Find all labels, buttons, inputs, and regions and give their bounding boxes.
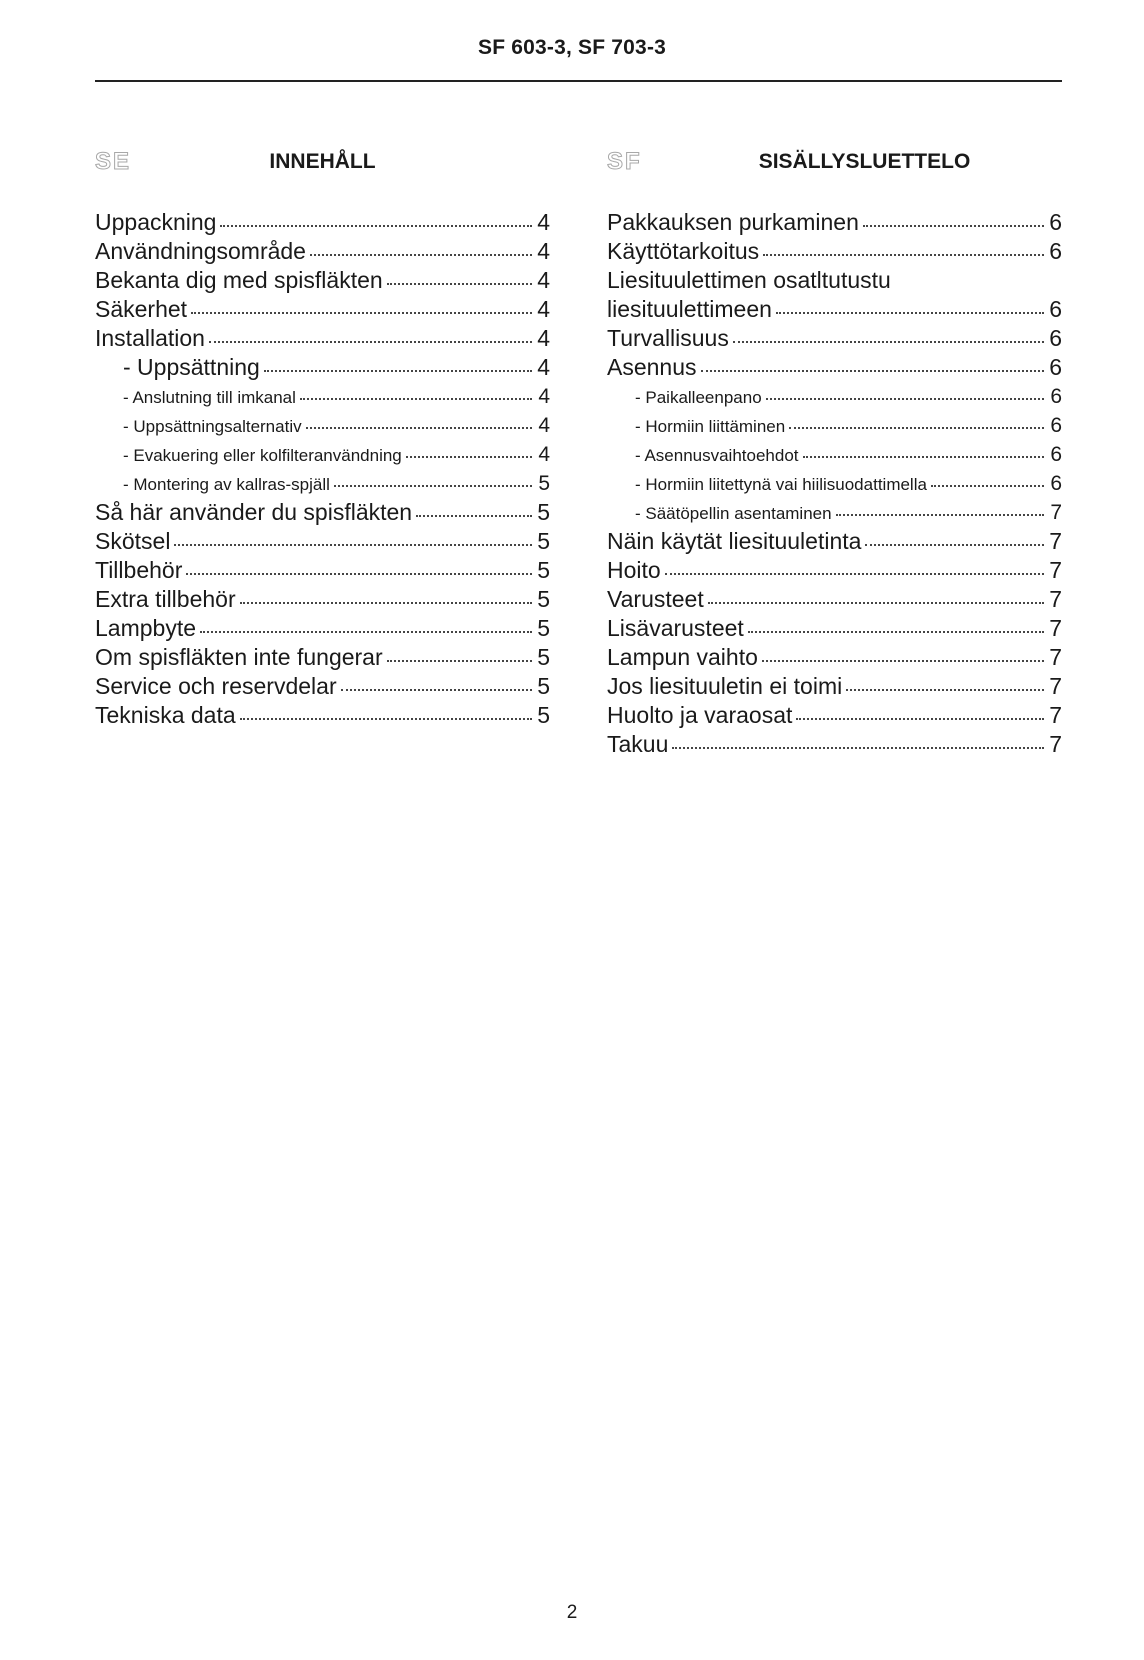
- toc-entry-page: 6: [1050, 385, 1062, 408]
- toc-entry: [95, 353, 550, 382]
- toc-entry-page: 5: [538, 472, 550, 495]
- toc-entry-page: 5: [537, 586, 550, 612]
- toc-entry: [95, 237, 550, 266]
- toc-swedish-list: [95, 208, 550, 730]
- dot-leader: [748, 631, 1044, 633]
- toc-entry-page: 5: [537, 673, 550, 699]
- dot-leader: [310, 254, 532, 256]
- toc-swedish-header: [95, 148, 550, 208]
- dot-leader: [796, 718, 1044, 720]
- dot-leader: [789, 427, 1044, 429]
- toc-entry-title: Skötsel: [95, 528, 171, 554]
- toc-entry-page: 7: [1049, 644, 1062, 670]
- toc-entry: [607, 527, 1062, 556]
- language-code-se: SE: [95, 148, 132, 175]
- toc-entry: [607, 353, 1062, 382]
- toc-entry-title: - Hormiin liittäminen: [635, 417, 786, 436]
- dot-leader: [240, 602, 532, 604]
- toc-entry-page: 6: [1050, 472, 1062, 495]
- toc-entry-title: - Montering av kallras-spjäll: [123, 475, 330, 494]
- dot-leader: [240, 718, 532, 720]
- toc-entry-title: Om spisfläkten inte fungerar: [95, 644, 383, 670]
- toc-entry-title: Installation: [95, 325, 205, 351]
- dot-leader: [306, 427, 532, 429]
- toc-entry-title: - Anslutning till imkanal: [123, 388, 296, 407]
- dot-leader: [776, 312, 1044, 314]
- toc-entry-title: Huolto ja varaosat: [607, 702, 793, 728]
- toc-entry: [95, 498, 550, 527]
- toc-swedish-heading: INNEHÅLL: [269, 150, 376, 173]
- toc-entry: [95, 585, 550, 614]
- dot-leader: [766, 398, 1044, 400]
- toc-entry-title: - Uppsättning: [123, 354, 260, 380]
- dot-leader: [186, 573, 532, 575]
- dot-leader: [406, 456, 532, 458]
- toc-entry-title: Lampun vaihto: [607, 644, 758, 670]
- toc-entry-page: 4: [537, 296, 550, 322]
- toc-entry: [95, 701, 550, 730]
- toc-entry-page: 7: [1049, 557, 1062, 583]
- toc-entry: [607, 701, 1062, 730]
- toc-entry-page: 5: [537, 702, 550, 728]
- toc-entry-title: Lampbyte: [95, 615, 197, 641]
- toc-entry-title: Näin käytät liesituuletinta: [607, 528, 862, 554]
- toc-finnish: [607, 148, 1062, 759]
- toc-entry: [607, 324, 1062, 353]
- toc-entry-title: liesituulettimeen: [607, 296, 772, 322]
- language-code-sf: SF: [607, 148, 642, 175]
- toc-entry: [607, 556, 1062, 585]
- toc-entry-page: 4: [537, 238, 550, 264]
- toc-entry-title: Asennus: [607, 354, 697, 380]
- toc-entry: [607, 295, 1062, 324]
- toc-entry: [607, 730, 1062, 759]
- dot-leader: [836, 514, 1044, 516]
- dot-leader: [846, 689, 1044, 691]
- toc-entry-page: 4: [538, 443, 550, 466]
- dot-leader: [416, 515, 532, 517]
- toc-entry: [95, 295, 550, 324]
- toc-entry-title: Tekniska data: [95, 702, 236, 728]
- toc-entry-page: 7: [1050, 501, 1062, 524]
- toc-entry-title: Pakkauksen purkaminen: [607, 209, 859, 235]
- toc-entry-page: 7: [1049, 615, 1062, 641]
- dot-leader: [264, 370, 532, 372]
- toc-finnish-header: [607, 148, 1062, 208]
- dot-leader: [762, 660, 1044, 662]
- dot-leader: [174, 544, 532, 546]
- toc-entry-page: 4: [537, 325, 550, 351]
- toc-entry-title: - Asennusvaihtoehdot: [635, 446, 799, 465]
- toc-entry: [607, 440, 1062, 469]
- dot-leader: [200, 631, 532, 633]
- toc-entry-title: Tillbehör: [95, 557, 183, 583]
- toc-entry-page: 6: [1050, 443, 1062, 466]
- dot-leader: [334, 485, 532, 487]
- toc-entry-title: Hoito: [607, 557, 661, 583]
- toc-entry: [607, 266, 1062, 295]
- toc-entry-title: Säkerhet: [95, 296, 188, 322]
- toc-entry-title: Liesituulettimen osatltutustu: [607, 267, 891, 293]
- dot-leader: [865, 544, 1044, 546]
- toc-entry: [607, 643, 1062, 672]
- dot-leader: [708, 602, 1044, 604]
- dot-leader: [701, 370, 1044, 372]
- toc-entry-page: 7: [1049, 528, 1062, 554]
- toc-entry: [607, 672, 1062, 701]
- toc-entry-title: Service och reservdelar: [95, 673, 337, 699]
- toc-entry-page: 5: [537, 615, 550, 641]
- toc-entry: [607, 208, 1062, 237]
- toc-entry-page: 7: [1049, 731, 1062, 757]
- toc-entry-title: Uppackning: [95, 209, 217, 235]
- toc-entry: [607, 237, 1062, 266]
- toc-entry-page: 5: [537, 499, 550, 525]
- dot-leader: [733, 341, 1044, 343]
- dot-leader: [803, 456, 1044, 458]
- toc-entry-title: - Evakuering eller kolfilteranvändning: [123, 446, 402, 465]
- toc-entry: [95, 266, 550, 295]
- toc-entry-page: 6: [1049, 354, 1062, 380]
- dot-leader: [387, 283, 532, 285]
- toc-entry-page: 4: [537, 209, 550, 235]
- toc-entry: [607, 411, 1062, 440]
- toc-entry-title: Användningsområde: [95, 238, 306, 264]
- toc-entry-title: - Säätöpellin asentaminen: [635, 504, 832, 523]
- dot-leader: [341, 689, 532, 691]
- toc-entry: [607, 469, 1062, 498]
- toc-entry-page: 6: [1049, 296, 1062, 322]
- toc-entry: [95, 440, 550, 469]
- toc-entry-title: Takuu: [607, 731, 669, 757]
- toc-entry-title: Varusteet: [607, 586, 704, 612]
- dot-leader: [191, 312, 532, 314]
- toc-entry: [95, 324, 550, 353]
- toc-finnish-list: [607, 208, 1062, 759]
- toc-entry-page: 6: [1050, 414, 1062, 437]
- toc-entry-title: Turvallisuus: [607, 325, 729, 351]
- dot-leader: [300, 398, 532, 400]
- toc-entry: [95, 643, 550, 672]
- toc-entry-title: - Paikalleenpano: [635, 388, 762, 407]
- toc-entry-title: Extra tillbehör: [95, 586, 236, 612]
- toc-entry-page: 4: [537, 267, 550, 293]
- toc-swedish: [95, 148, 550, 730]
- dot-leader: [665, 573, 1044, 575]
- toc-entry-page: 7: [1049, 586, 1062, 612]
- toc-entry-title: - Hormiin liitettynä vai hiilisuodattimella: [635, 475, 927, 494]
- toc-entry-page: 6: [1049, 209, 1062, 235]
- toc-entry-title: Så här använder du spisfläkten: [95, 499, 413, 525]
- toc-entry-page: 6: [1049, 238, 1062, 264]
- toc-entry-page: 5: [537, 528, 550, 554]
- toc-entry-title: - Uppsättningsalternativ: [123, 417, 302, 436]
- document-title: SF 603-3, SF 703-3: [477, 36, 667, 59]
- dot-leader: [863, 225, 1044, 227]
- dot-leader: [209, 341, 532, 343]
- dot-leader: [763, 254, 1044, 256]
- toc-entry: [95, 527, 550, 556]
- toc-entry: [95, 469, 550, 498]
- toc-entry-page: 4: [537, 354, 550, 380]
- toc-entry-title: Jos liesituuletin ei toimi: [607, 673, 843, 699]
- page-number: 2: [566, 1602, 578, 1623]
- toc-entry-page: 6: [1049, 325, 1062, 351]
- toc-entry-page: 7: [1049, 702, 1062, 728]
- dot-leader: [220, 225, 532, 227]
- toc-entry-page: 7: [1049, 673, 1062, 699]
- toc-entry: [95, 411, 550, 440]
- toc-entry-page: 5: [537, 557, 550, 583]
- dot-leader: [931, 485, 1044, 487]
- toc-entry: [95, 672, 550, 701]
- toc-entry: [607, 585, 1062, 614]
- toc-entry: [607, 382, 1062, 411]
- toc-entry: [95, 556, 550, 585]
- toc-entry-page: 4: [538, 385, 550, 408]
- toc-entry: [607, 614, 1062, 643]
- toc-entry-title: Lisävarusteet: [607, 615, 744, 641]
- dot-leader: [672, 747, 1044, 749]
- toc-entry-title: Bekanta dig med spisfläkten: [95, 267, 383, 293]
- toc-entry-page: 5: [537, 644, 550, 670]
- toc-entry: [607, 498, 1062, 527]
- toc-entry-title: Käyttötarkoitus: [607, 238, 760, 264]
- toc-finnish-heading: SISÄLLYSLUETTELO: [758, 150, 971, 173]
- toc-entry: [95, 382, 550, 411]
- toc-entry-page: 4: [538, 414, 550, 437]
- dot-leader: [387, 660, 532, 662]
- toc-entry: [95, 614, 550, 643]
- header-divider: [95, 80, 1062, 82]
- toc-entry: [95, 208, 550, 237]
